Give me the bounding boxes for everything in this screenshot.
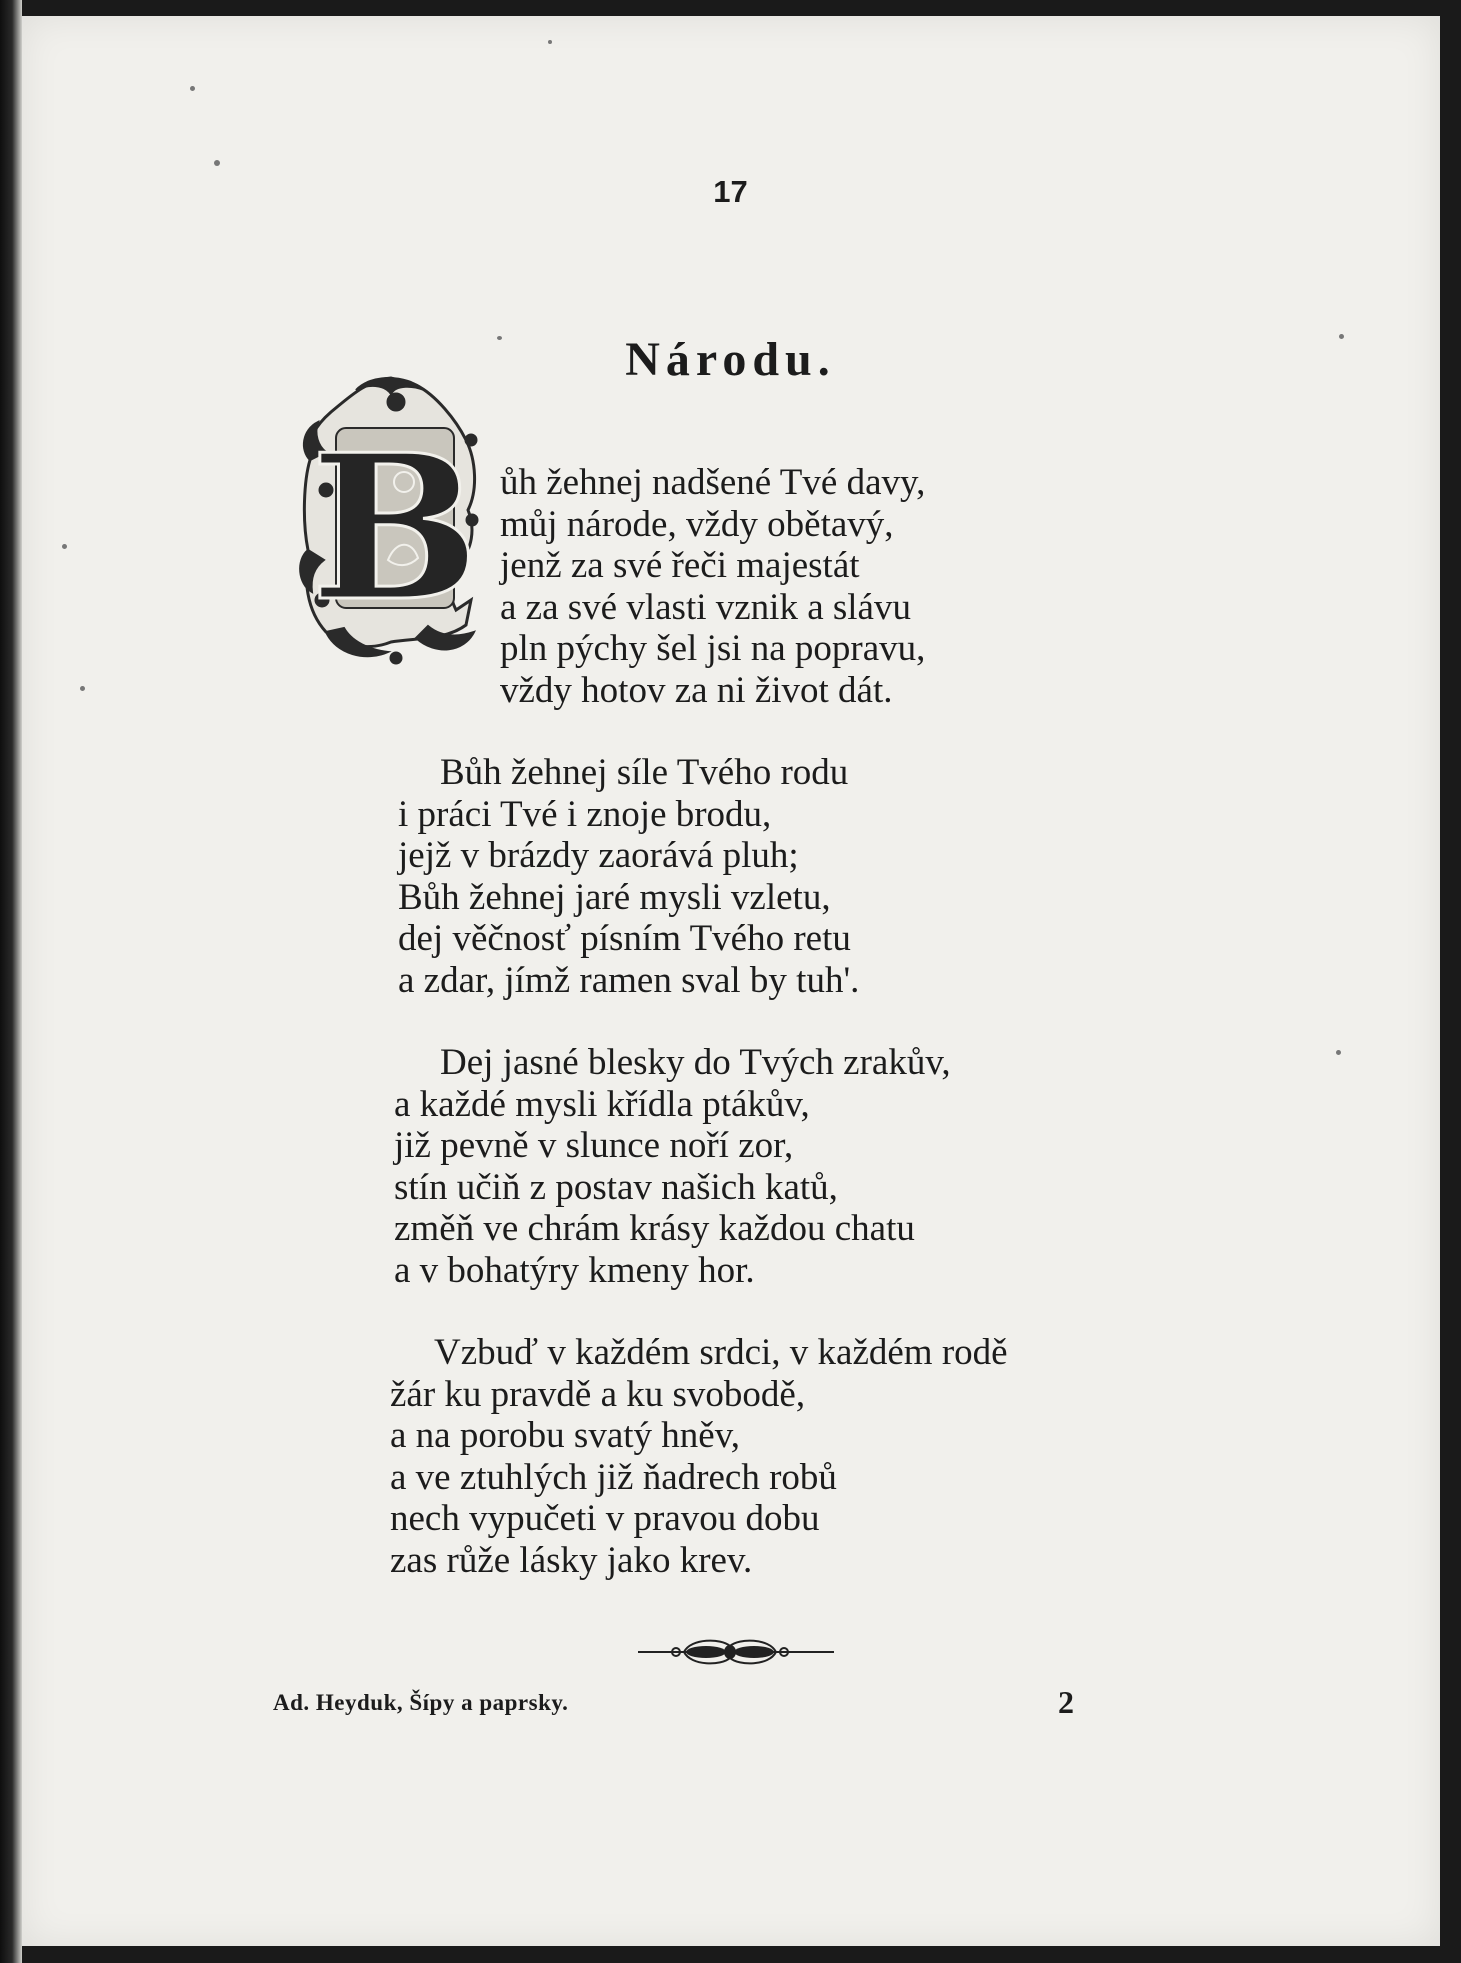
verse-line: a zdar, jímž ramen sval by tuh'. <box>398 959 860 1001</box>
page-edge <box>0 0 22 1963</box>
verse-line: Dej jasné blesky do Tvých zrakův, <box>440 1042 951 1083</box>
paper-speck <box>1336 1050 1341 1055</box>
verse-line: nech vypučeti v pravou dobu <box>390 1498 820 1539</box>
paper-speck <box>62 544 67 549</box>
ornament-divider-icon <box>636 1632 836 1670</box>
verse-line: pln pýchy šel jsi na popravu, <box>500 628 926 669</box>
verse-line: a za své vlasti vznik a slávu <box>500 586 911 628</box>
paper-speck <box>214 160 220 166</box>
ornamental-initial <box>296 370 486 670</box>
paper-speck <box>548 40 552 44</box>
page-number: 17 <box>713 174 748 209</box>
verse-line: i práci Tvé i znoje brodu, <box>398 793 772 835</box>
verse-line: zas růže lásky jako krev. <box>390 1539 753 1581</box>
source-credit: Ad. Heyduk, Šípy a paprsky. <box>273 1690 569 1715</box>
verse-line: jenž za své řeči majestát <box>500 545 860 586</box>
verse-line: můj národe, vždy obětavý, <box>500 503 894 545</box>
verse-line: vždy hotov za ni život dát. <box>500 669 893 711</box>
verse-line: a ve ztuhlých již ňadrech robů <box>390 1456 837 1498</box>
verse-line: Bůh žehnej jaré mysli vzletu, <box>398 876 831 918</box>
signature-mark: 2 <box>1058 1684 1074 1720</box>
stanza-1 <box>500 462 925 711</box>
verse-line: a v bohatýry kmeny hor. <box>394 1249 755 1291</box>
verse-line: Vzbuď v každém srdci, v každém rodě <box>434 1332 1008 1373</box>
verse-line: Bůh žehnej síle Tvého rodu <box>440 752 849 793</box>
paper-speck <box>190 86 195 91</box>
verse-line: stín učiň z postav našich katů, <box>394 1166 838 1208</box>
verse-line: jejž v brázdy zaorává pluh; <box>398 835 799 876</box>
verse-line: již pevně v slunce noří zor, <box>394 1125 794 1166</box>
verse-line: žár ku pravdě a ku svobodě, <box>390 1373 806 1415</box>
stanza-4 <box>390 1332 1008 1581</box>
verse-line: ůh žehnej nadšené Tvé davy, <box>500 462 926 503</box>
poem-title: Národu. <box>625 333 836 386</box>
stanza-3 <box>394 1042 951 1291</box>
verse-line: a na porobu svatý hněv, <box>390 1415 741 1456</box>
paper-speck <box>80 686 85 691</box>
verse-line: dej věčnosť písním Tvého retu <box>398 918 851 959</box>
verse-line: změň ve chrám krásy každou chatu <box>394 1208 915 1249</box>
verse-line: a každé mysli křídla ptákův, <box>394 1083 810 1125</box>
initial-letter: B <box>310 411 480 646</box>
stanza-2 <box>398 752 859 1001</box>
